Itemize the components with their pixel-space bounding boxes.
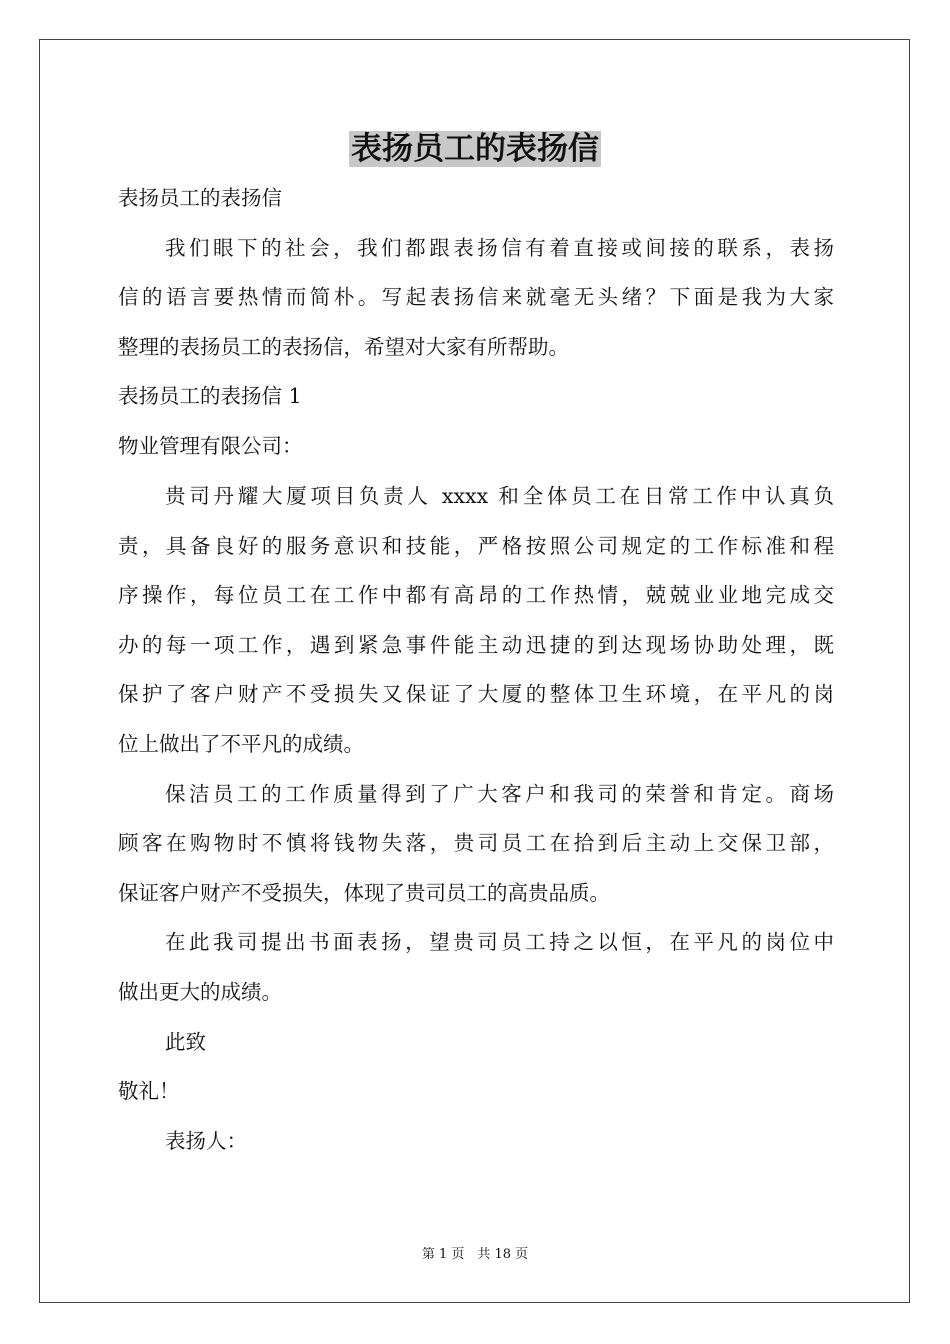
- paragraph-line: 责，具备良好的服务意识和技能，严格按照公司规定的工作标准和程: [118, 534, 834, 558]
- paragraph-line: 整理的表扬员工的表扬信，希望对大家有所帮助。: [118, 335, 569, 359]
- paragraph-line: 信的语言要热情而简朴。写起表扬信来就毫无头绪？下面是我为大家: [118, 285, 834, 309]
- paragraph-line: 在此我司提出书面表扬，望贵司员工持之以恒，在平凡的岗位中: [165, 930, 834, 954]
- paragraph-line: 办的每一项工作，遇到紧急事件能主动迅捷的到达现场协助处理，既: [118, 633, 834, 657]
- paragraph-line: 保护了客户财产不受损失又保证了大厦的整体卫生环境，在平凡的岗: [118, 682, 834, 706]
- paragraph-line: 序操作，每位员工在工作中都有高昂的工作热情，兢兢业业地完成交: [118, 583, 834, 607]
- paragraph-line: 贵司丹耀大厦项目负责人 xxxx 和全体员工在日常工作中认真负: [165, 484, 834, 508]
- closing-greeting: 敬礼！: [118, 1079, 180, 1103]
- signature-line: 表扬人：: [165, 1129, 247, 1153]
- paragraph-line: 我们眼下的社会，我们都跟表扬信有着直接或间接的联系，表扬: [165, 236, 834, 260]
- page-footer: 第 1 页 共 18 页: [421, 1247, 529, 1262]
- subtitle-line: 表扬员工的表扬信: [118, 186, 282, 210]
- closing-line: 此致: [165, 1030, 206, 1054]
- paragraph-line: 顾客在购物时不慎将钱物失落，贵司员工在拾到后主动上交保卫部，: [118, 831, 834, 855]
- page-border: [39, 39, 910, 1303]
- paragraph-line: 保证客户财产不受损失，体现了贵司员工的高贵品质。: [118, 881, 610, 905]
- paragraph-line: 保洁员工的工作质量得到了广大客户和我司的荣誉和肯定。商场: [165, 782, 834, 806]
- paragraph-line: 位上做出了不平凡的成绩。: [118, 732, 364, 756]
- document-title: 表扬员工的表扬信: [351, 131, 599, 167]
- section-heading: 表扬员工的表扬信 1: [118, 384, 302, 408]
- paragraph-line: 做出更大的成绩。: [118, 980, 282, 1004]
- salutation: 物业管理有限公司：: [118, 434, 303, 458]
